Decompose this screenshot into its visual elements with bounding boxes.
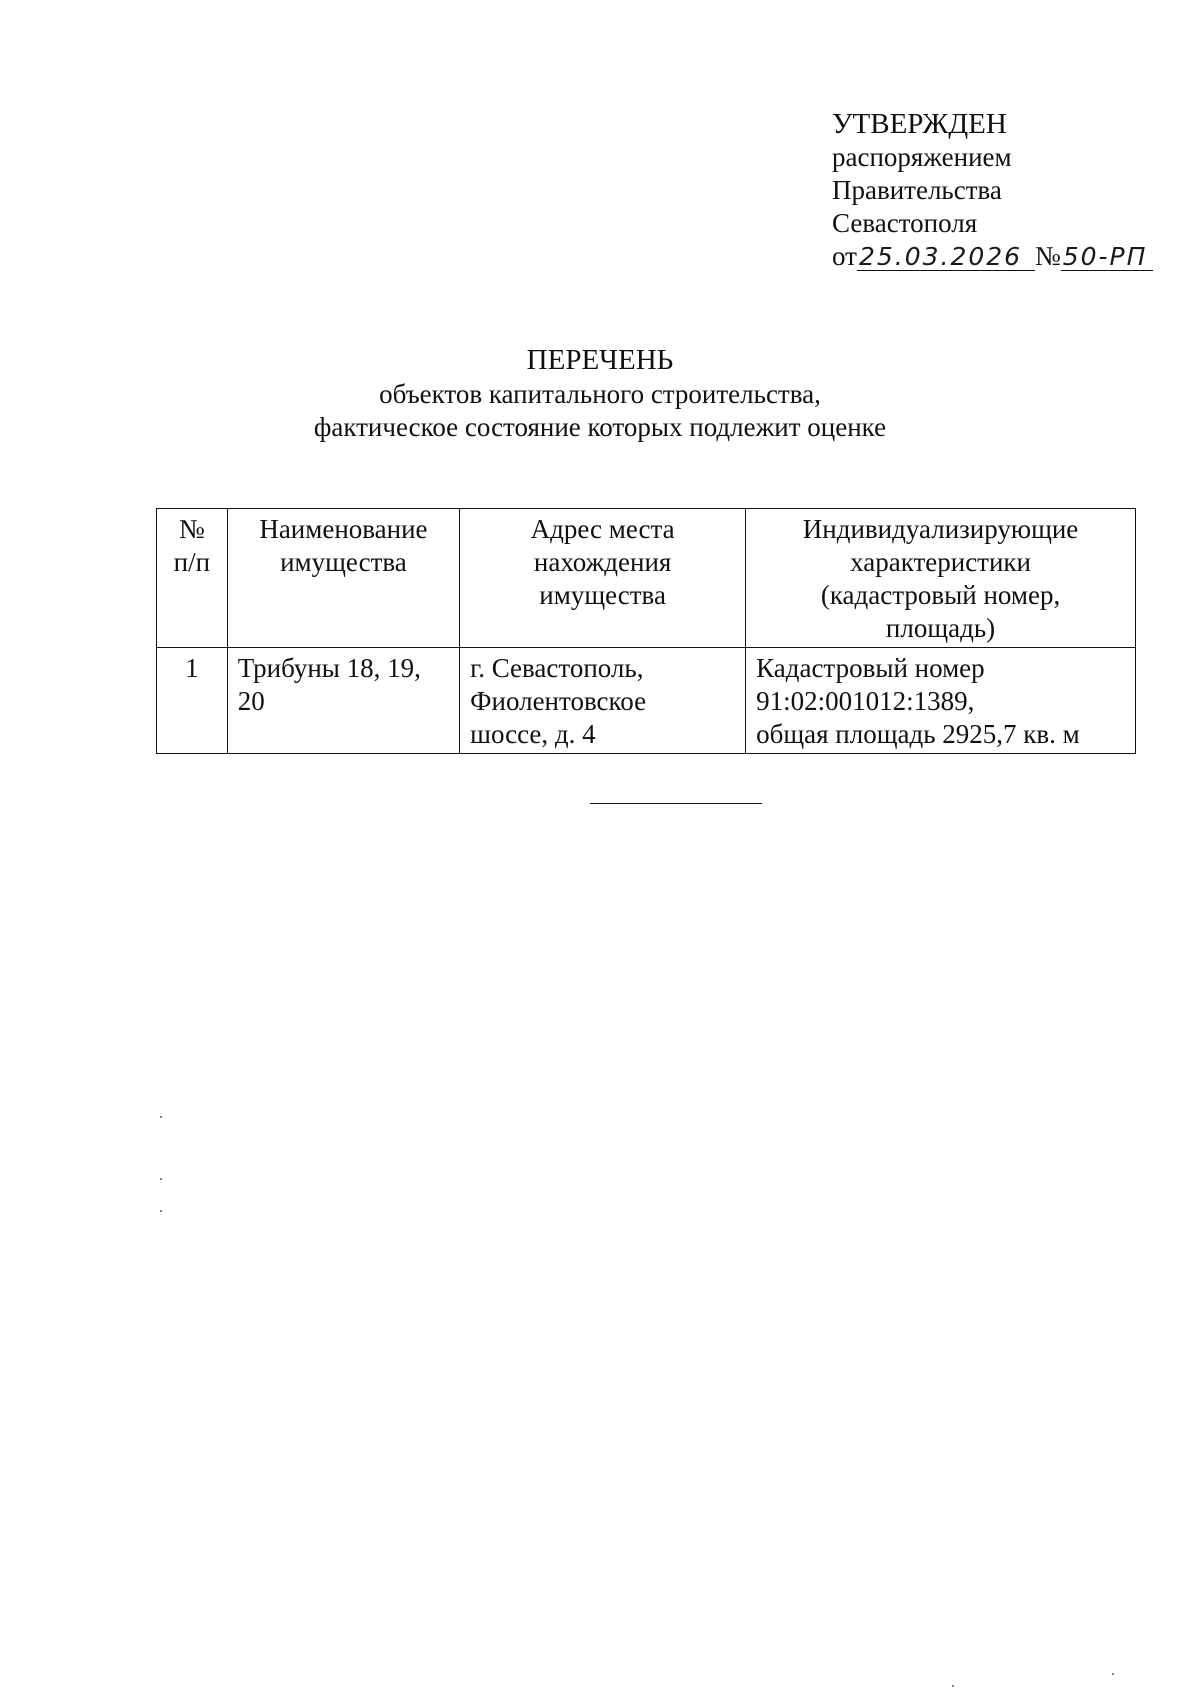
scan-speck (1112, 1673, 1114, 1675)
cell-number: 1 (157, 648, 228, 754)
document-subtitle-line-1: объектов капитального строительства, (379, 379, 821, 409)
table-header-row (157, 509, 1136, 648)
approval-line-2: Правительства (832, 175, 1002, 205)
cell-characteristics: Кадастровый номер 91:02:001012:1389, общая площадь 2925,7 кв. м (746, 648, 1136, 754)
number-prefix: № (1034, 241, 1061, 271)
header-number: № п/п (157, 509, 228, 648)
end-of-document-rule (590, 803, 762, 804)
handwritten-number: 50-РП (1061, 244, 1154, 271)
scan-speck (160, 1116, 162, 1118)
scan-speck (160, 1178, 162, 1180)
approval-line-3: Севастополя (832, 208, 978, 238)
approval-stamp (832, 108, 1153, 273)
objects-table (156, 508, 1136, 754)
header-name: Наименование имущества (227, 509, 459, 648)
scan-speck (160, 1210, 162, 1212)
cell-address: г. Севастополь, Фиолентовское шоссе, д. 4 (460, 648, 746, 754)
header-address: Адрес места нахождения имущества (460, 509, 746, 648)
approval-heading: УТВЕРЖДЕН (832, 108, 1007, 140)
header-characteristics: Индивидуализирующие характеристики (кадастровый номер, площадь) (746, 509, 1136, 648)
document-title: ПЕРЕЧЕНЬ (526, 344, 674, 376)
document-subtitle-line-2: фактическое состояние которых подлежит оценке (313, 412, 887, 442)
document-title-block (0, 342, 1200, 444)
scan-speck (952, 1685, 954, 1687)
date-prefix: от (832, 241, 857, 271)
approval-date-line (832, 240, 1153, 273)
table-row (157, 648, 1136, 754)
approval-line-1: распоряжением (832, 142, 1012, 172)
cell-name: Трибуны 18, 19, 20 (227, 648, 459, 754)
handwritten-date: 25.03.2026 (857, 244, 1035, 271)
